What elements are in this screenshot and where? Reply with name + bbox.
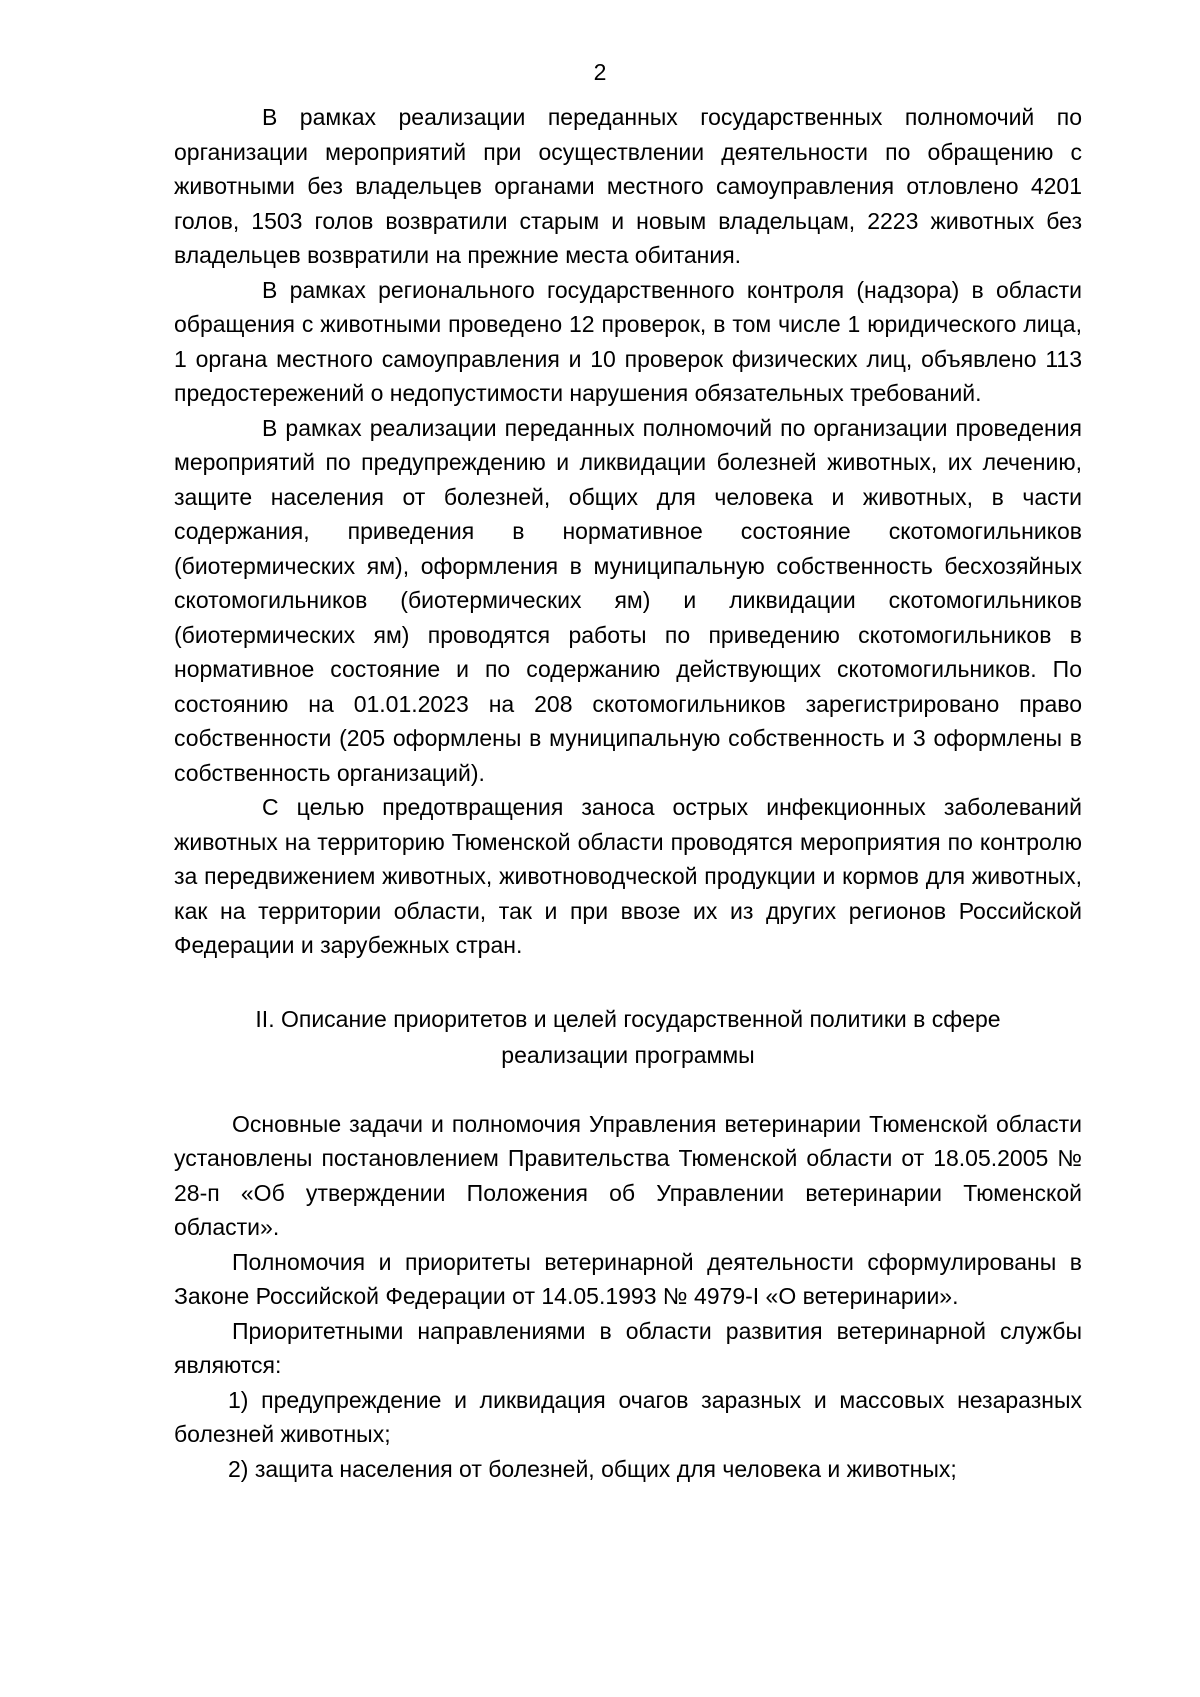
list-item-1: 1) предупреждение и ликвидация очагов заразных и массовых незаразных болезней животных; — [174, 1386, 1082, 1447]
paragraph-priority-directions: Приоритетными направлениями в области развития ветеринарной службы являются: — [174, 1317, 1082, 1378]
paragraph-regional-control: В рамках регионального государственного контроля (надзора) в области обращения с животными проведено 12 проверок, в том числе 1 юридического лица, 1 органа местного самоуправления и 10 проверок физических лиц, объявлено 113 предостережений о недопустимости нарушения обязательных требований. — [174, 276, 1082, 406]
page-number: 2 — [593, 59, 607, 85]
paragraph-main-tasks: Основные задачи и полномочия Управления ветеринарии Тюменской области установлены постановлением Правительства Тюменской области от 18.05.2005 № 28-п «Об утверждении Положения об Управлении ветеринарии Тюменской области». — [174, 1110, 1082, 1240]
paragraph-stray-animals: В рамках реализации переданных государственных полномочий по организации мероприятий при осуществлении деятельности по обращению с животными без владельцев органами местного самоуправления отловлено 4201 голов, 1503 голов возвратили старым и новым владельцам, 2223 животных без владельцев возвратили на прежние места обитания. — [174, 104, 1082, 268]
section-heading — [174, 1001, 1082, 1073]
paragraph-infection-prevention: С целью предотвращения заноса острых инфекционных заболеваний животных на территорию Тюменской области проводятся мероприятия по контролю за передвижением животных, животноводческой продукции и кормов для животных, как на территории области, так и при ввозе их из других регионов Российской Федерации и зарубежных стран. — [174, 794, 1082, 958]
list-item-2: 2) защита населения от болезней, общих для человека и животных; — [228, 1455, 957, 1482]
paragraph-powers-priorities: Полномочия и приоритеты ветеринарной деятельности сформулированы в Законе Российской Федерации от 14.05.1993 № 4979-I «О ветеринарии». — [174, 1248, 1082, 1309]
document-body — [174, 100, 1082, 1486]
paragraph-cattle-burial-sites: В рамках реализации переданных полномочий по организации проведения мероприятий по предупреждению и ликвидации болезней животных, их лечению, защите населения от болезней, общих для человека и животных, в части содержания, приведения в нормативное состояние скотомогильников (биотермических ям), оформления в муниципальную собственность бесхозяйных скотомогильников (биотермических ям) и ликвидации скотомогильников (биотермических ям) проводятся работы по приведению скотомогильников в нормативное состояние и по содержанию действующих скотомогильников. По состоянию на 01.01.2023 на 208 скотомогильников зарегистрировано право собственности (205 оформлены в муниципальную собственность и 3 оформлены в собственность организаций). — [174, 414, 1082, 786]
section-heading-line-1: II. Описание приоритетов и целей государственной политики в сфере — [255, 1005, 1001, 1032]
section-heading-line-2: реализации программы — [501, 1041, 755, 1068]
